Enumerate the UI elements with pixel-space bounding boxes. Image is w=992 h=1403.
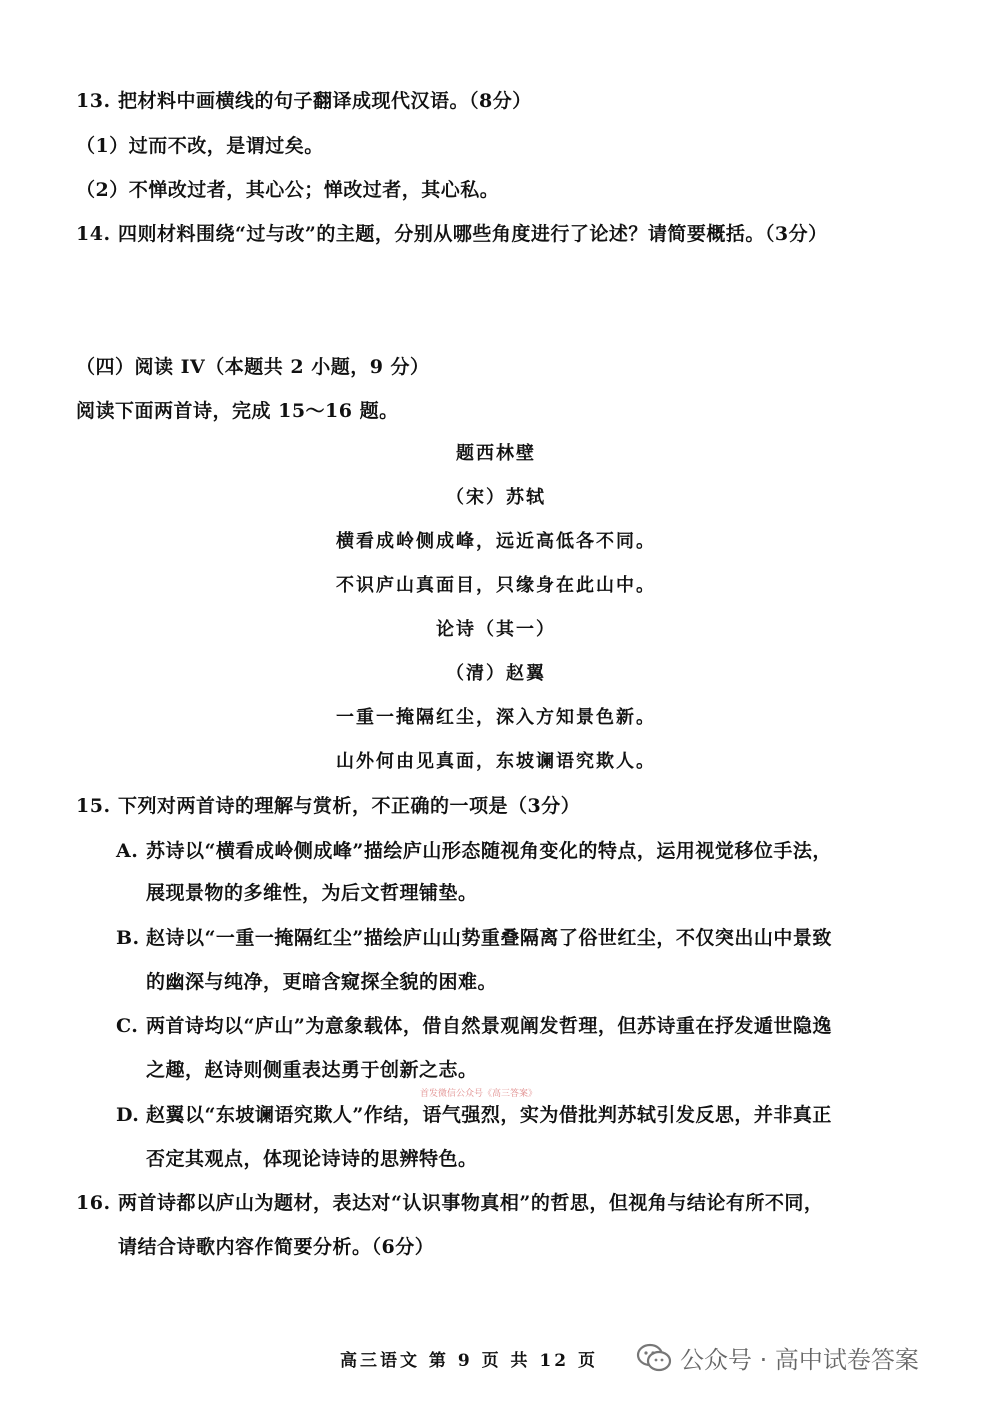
poem2-line2: 山外何由见真面，东坡谰语究欺人。	[336, 751, 656, 772]
poem1-line2: 不识庐山真面目，只缘身在此山中。	[336, 575, 656, 596]
q13-prompt	[76, 88, 532, 114]
poem2-author: （清）赵翼	[446, 663, 546, 684]
q14-number: 14.	[76, 223, 111, 245]
q14-prompt	[76, 221, 828, 247]
q15-option-c[interactable]	[116, 1013, 832, 1039]
poem1-line1: 横看成岭侧成峰，远近高低各不同。	[336, 531, 656, 552]
wechat-icon	[636, 1343, 672, 1373]
q15-option-c-cont: 之趣，赵诗则侧重表达勇于创新之志。	[146, 1059, 478, 1081]
q15-option-d-cont: 否定其观点，体现论诗诗的思辨特色。	[146, 1148, 478, 1170]
section-heading: （四）阅读 IV（本题共 2 小题，9 分）	[76, 356, 430, 378]
option-text: 赵翼以“东坡谰语究欺人”作结，语气强烈，实为借批判苏轼引发反思，并非真正	[146, 1104, 832, 1126]
option-text: 苏诗以“横看成岭侧成峰”描绘庐山形态随视角变化的特点，运用视觉移位手法，	[146, 840, 832, 862]
q15-option-b[interactable]	[116, 925, 832, 951]
q15-option-b-cont: 的幽深与纯净，更暗含窥探全貌的困难。	[146, 971, 498, 993]
q15-number: 15.	[76, 795, 111, 817]
section-instruction: 阅读下面两首诗，完成 15～16 题。	[76, 400, 399, 422]
q13-sub1: （1）过而不改，是谓过矣。	[76, 135, 324, 157]
q16-cont: 请结合诗歌内容作简要分析。（6分）	[118, 1236, 435, 1258]
option-label: B.	[116, 927, 140, 949]
q15-option-d[interactable]	[116, 1102, 832, 1128]
poem2-title: 论诗（其一）	[436, 619, 556, 640]
q14-text: 四则材料围绕“过与改”的主题，分别从哪些角度进行了论述？请简要概括。（3分）	[118, 223, 828, 245]
option-text: 两首诗均以“庐山”为意象载体，借自然景观阐发哲理，但苏诗重在抒发遁世隐逸	[146, 1015, 832, 1037]
option-label: C.	[116, 1015, 139, 1037]
watermark-text: 首发微信公众号《高三答案》	[420, 1089, 538, 1099]
q15-text: 下列对两首诗的理解与赏析，不正确的一项是（3分）	[118, 795, 581, 817]
wechat-brand	[636, 1340, 919, 1375]
option-label: A.	[116, 840, 139, 862]
q13-sub2: （2）不惮改过者，其心公；惮改过者，其心私。	[76, 179, 500, 201]
brand-text: 公众号 · 高中试卷答案	[680, 1346, 919, 1374]
q16-text: 两首诗都以庐山为题材，表达对“认识事物真相”的哲思，但视角与结论有所不同，	[118, 1192, 824, 1214]
q13-number: 13.	[76, 90, 111, 112]
q16-number: 16.	[76, 1192, 111, 1214]
q15-prompt	[76, 793, 580, 819]
q15-option-a-cont: 展现景物的多维性，为后文哲理铺垫。	[146, 882, 478, 904]
poem2-line1: 一重一掩隔红尘，深入方知景色新。	[336, 707, 656, 728]
option-text: 赵诗以“一重一掩隔红尘”描绘庐山山势重叠隔离了俗世红尘，不仅突出山中景致	[146, 927, 832, 949]
poem1-title: 题西林壁	[456, 443, 536, 464]
option-label: D.	[116, 1104, 140, 1126]
page-footer: 高三语文 第 9 页 共 12 页	[340, 1351, 598, 1371]
q13-text: 把材料中画横线的句子翻译成现代汉语。（8分）	[118, 90, 532, 112]
q16-prompt	[76, 1190, 823, 1216]
poem1-author: （宋）苏轼	[446, 487, 546, 508]
q15-option-a[interactable]	[116, 838, 832, 864]
